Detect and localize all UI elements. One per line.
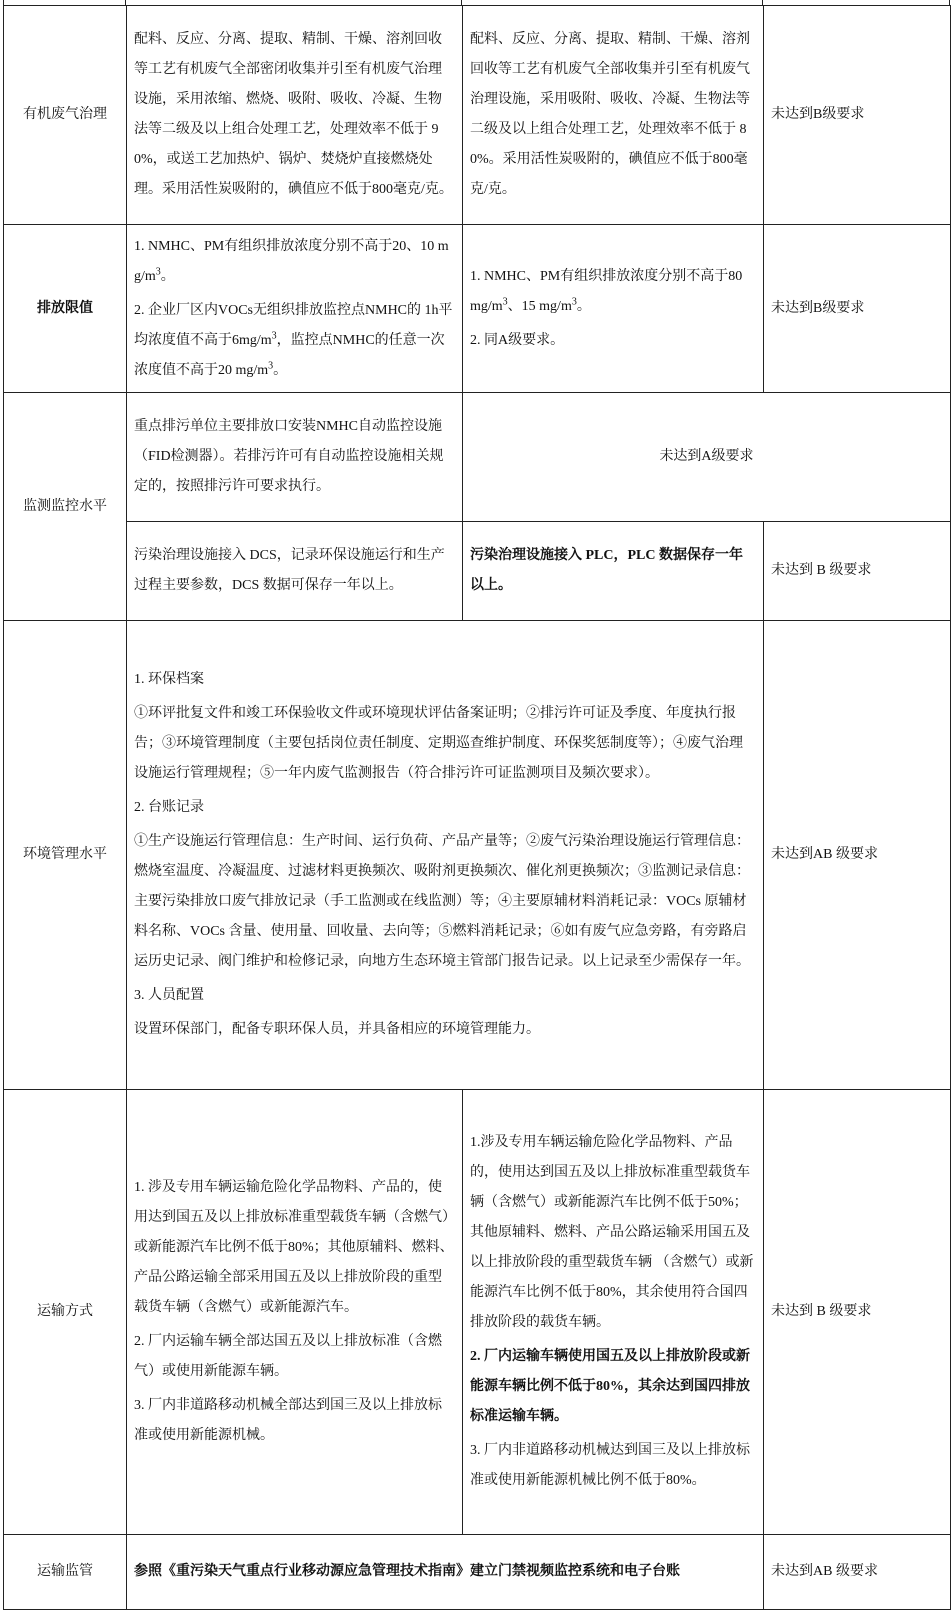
row-label: 监测监控水平	[4, 393, 127, 621]
paragraph: 3. 厂内非道路移动机械达到国三及以上排放标准或使用新能源机械比例不低于80%。	[470, 1443, 750, 1488]
paragraph: 1.涉及专用车辆运输危险化学品物料、产品的，使用达到国五及以上排放标准重型载货车辆（含燃气）或新能源汽车比例不低于50%；其他原辅料、燃料、产品公路运输采用国五及以上排放阶段的重型载货车辆 （含燃气）或新能源汽车比例不低于80%，其余使用符合国四排放阶段的载货车辆。	[470, 1135, 754, 1330]
table-row	[4, 225, 951, 393]
level-a-cell: 重点排污单位主要排放口安装NMHC自动监控设施（FID检测器）。若排污许可有自动监控设施相关规定的，按照排污许可要求执行。	[127, 393, 463, 522]
paragraph: 设置环保部门，配备专职环保人员，并具备相应的环境管理能力。	[134, 1022, 540, 1037]
level-ab-cell: 参照《重污染天气重点行业移动源应急管理技术指南》建立门禁视频监控系统和电子台账	[127, 1535, 764, 1610]
table-row	[4, 6, 951, 225]
result-cell: 未达到 B 级要求	[764, 522, 951, 621]
table-row	[4, 1090, 951, 1535]
paragraph: 2. 企业厂区内VOCs无组织排放监控点NMHC的 1h平均浓度值不高于$6mg/m^3$，监控点NMHC的任意一次浓度值不高于20 $mg/m^3$。	[134, 302, 453, 378]
paragraph: 2. 厂内运输车辆使用国五及以上排放阶段或新能源车辆比例不低于80%，其余达到国四排放标准运输车辆。	[470, 1349, 750, 1424]
paragraph: 1. 环保档案	[134, 672, 204, 687]
paragraph: 3. 厂内非道路移动机械全部达到国三及以上排放标准或使用新能源机械。	[134, 1398, 442, 1443]
result-cell: 未达到B级要求	[764, 6, 951, 225]
paragraph: ①生产设施运行管理信息：生产时间、运行负荷、产品产量等；②废气污染治理设施运行管理信息：燃烧室温度、冷凝温度、过滤材料更换频次、吸附剂更换频次、催化剂更换频次；③监测记录信息：主要污染排放口废气排放记录（手工监测或在线监测）等；④主要原辅材料消耗记录：VOCs 原辅材料名称、VOCs 含量、使用量、回收量、去向等；⑤燃料消耗记录；⑥如有废气应急旁路，有旁路启运历史记录、阀门维护和检修记录，向地方生态环境主管部门报告记录。以上记录至少需保存一年。	[134, 834, 750, 969]
level-b-cell	[463, 225, 764, 393]
row-label: 环境管理水平	[4, 621, 127, 1090]
level-b-cell: 污染治理设施接入 PLC，PLC 数据保存一年以上。	[463, 522, 764, 621]
result-cell: 未达到B级要求	[764, 225, 951, 393]
paragraph: 2. 同A级要求。	[470, 332, 565, 348]
paragraph: 1. 涉及专用车辆运输危险化学品物料、产品的，使用达到国五及以上排放标准重型载货车辆（含燃气）或新能源汽车比例不低于80%；其他原辅料、燃料、产品公路运输全部采用国五及以上排放阶段的重型载货车辆（含燃气）或新能源汽车。	[134, 1180, 454, 1315]
level-a-cell: 污染治理设施接入 DCS，记录环保设施运行和生产过程主要参数，DCS 数据可保存一年以上。	[127, 522, 463, 621]
level-a-cell: 配料、反应、分离、提取、精制、干燥、溶剂回收等工艺有机废气全部密闭收集并引至有机废气治理设施，采用浓缩、燃烧、吸附、吸收、冷凝、生物法等二级及以上组合处理工艺，处理效率不低于 90%，或送工艺加热炉、锅炉、焚烧炉直接燃烧处理。采用活性炭吸附的，碘值应不低于800毫克/克。	[127, 6, 463, 225]
result-cell: 未达到 B 级要求	[764, 1090, 951, 1535]
result-cell: 未达到AB 级要求	[764, 1535, 951, 1610]
table-row	[4, 1535, 951, 1610]
paragraph: 2. 厂内运输车辆全部达国五及以上排放标准（含燃气）或使用新能源车辆。	[134, 1334, 442, 1379]
level-b-cell	[463, 1090, 764, 1535]
row-label: 运输方式	[4, 1090, 127, 1535]
paragraph: 2. 台账记录	[134, 800, 204, 815]
paragraph: ①环评批复文件和竣工环保验收文件或环境现状评估备案证明；②排污许可证及季度、年度执行报告；③环境管理制度（主要包括岗位责任制度、定期巡查维护制度、环保奖惩制度等）；④废气治理设施运行管理规程；⑤一年内废气监测报告（符合排污许可证监测项目及频次要求）。	[134, 706, 743, 781]
row-label: 有机废气治理	[4, 6, 127, 225]
table-row	[4, 393, 951, 522]
assessment-table	[3, 5, 951, 1610]
level-a-cell	[127, 1090, 463, 1535]
table-row	[4, 621, 951, 1090]
level-b-cell: 配料、反应、分离、提取、精制、干燥、溶剂回收等工艺有机废气全部收集并引至有机废气治理设施，采用吸附、吸收、冷凝、生物法等二级及以上组合处理工艺，处理效率不低于 80%。采用活性炭吸附的，碘值应不低于800毫克/克。	[463, 6, 764, 225]
result-cell: 未达到AB 级要求	[764, 621, 951, 1090]
row-label: 排放限值	[4, 225, 127, 393]
level-a-cell	[127, 225, 463, 393]
row-label: 运输监管	[4, 1535, 127, 1610]
level-ab-cell	[127, 621, 764, 1090]
table-row	[4, 522, 951, 621]
paragraph: 1. NMHC、PM有组织排放浓度分别不高于20、10 $mg/m^3$。	[134, 238, 449, 284]
paragraph: 3. 人员配置	[134, 988, 204, 1003]
paragraph: 1. NMHC、PM有组织排放浓度分别不高于80 $mg/m^3$、15 $mg/m^3$。	[470, 268, 743, 314]
result-cell: 未达到A级要求	[463, 393, 951, 522]
